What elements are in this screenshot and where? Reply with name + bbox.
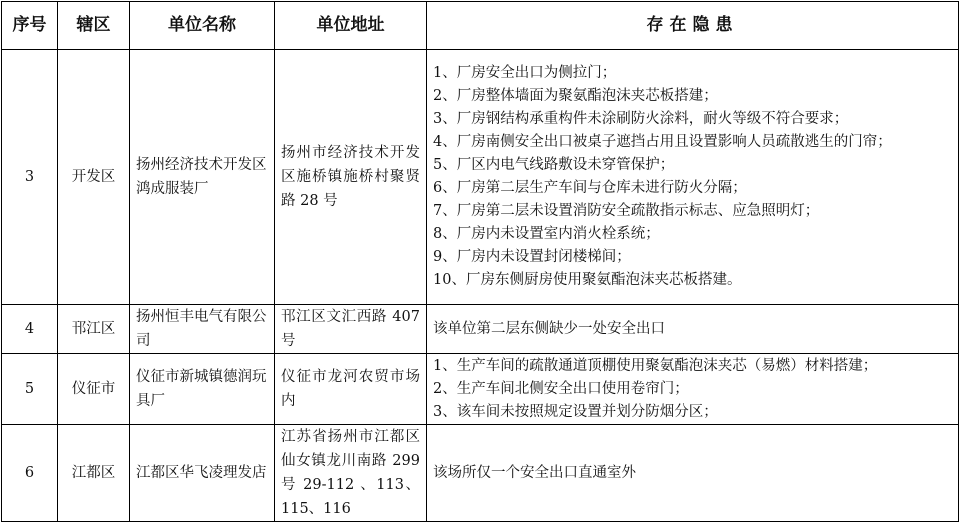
issue-item: 该单位第二层东侧缺少一处安全出口 bbox=[433, 320, 665, 337]
row-unit-name: 江都区华飞凌理发店 bbox=[130, 425, 275, 522]
row-num: 5 bbox=[2, 354, 58, 425]
row-district: 仪征市 bbox=[58, 354, 130, 425]
row-unit-name: 仪征市新城镇德润玩具厂 bbox=[130, 354, 275, 425]
issue-item: 10、厂房东侧厨房使用聚氨酯泡沫夹芯板搭建。 bbox=[433, 272, 742, 288]
table-row bbox=[2, 354, 959, 425]
row-unit-name: 扬州恒丰电气有限公司 bbox=[130, 305, 275, 354]
issue-item: 2、厂房整体墙面为聚氨酯泡沫夹芯板搭建； bbox=[433, 88, 718, 104]
row-address: 仪征市龙河农贸市场内 bbox=[275, 354, 427, 425]
row-num: 4 bbox=[2, 305, 58, 354]
row-issues bbox=[427, 425, 959, 522]
header-name: 单位名称 bbox=[130, 2, 275, 50]
issue-item: 7、厂房第二层未设置消防安全疏散指示标志、应急照明灯； bbox=[433, 203, 820, 219]
row-address: 江苏省扬州市江都区仙女镇龙川南路 299 号 29-112 、113、115、116 bbox=[275, 425, 427, 522]
issue-item: 2、生产车间北侧安全出口使用卷帘门； bbox=[433, 380, 689, 397]
row-num: 6 bbox=[2, 425, 58, 522]
row-num: 3 bbox=[2, 50, 58, 305]
table-row bbox=[2, 425, 959, 522]
header-issues: 存在隐患 bbox=[427, 2, 959, 50]
row-issues bbox=[427, 305, 959, 354]
issue-item: 6、厂房第二层生产车间与仓库未进行防火分隔； bbox=[433, 180, 747, 196]
issue-item: 9、厂房内未设置封闭楼梯间； bbox=[433, 249, 631, 265]
table-row bbox=[2, 305, 959, 354]
row-district: 江都区 bbox=[58, 425, 130, 522]
issue-item: 3、厂房钢结构承重构件未涂刷防火涂料，耐火等级不符合要求； bbox=[433, 111, 849, 127]
row-district: 开发区 bbox=[58, 50, 130, 305]
issue-item: 8、厂房内未设置室内消火栓系统； bbox=[433, 226, 660, 242]
issue-item: 4、厂房南侧安全出口被桌子遮挡占用且设置影响人员疏散逃生的门帘； bbox=[433, 134, 892, 150]
issue-item: 5、厂区内电气线路敷设未穿管保护； bbox=[433, 157, 675, 173]
row-issues bbox=[427, 50, 959, 305]
header-num: 序号 bbox=[2, 2, 58, 50]
header-row bbox=[2, 2, 959, 50]
issue-item: 该场所仅一个安全出口直通室外 bbox=[433, 464, 636, 481]
hazard-table bbox=[1, 1, 959, 522]
row-address: 扬州市经济技术开发区施桥镇施桥村聚贤路 28 号 bbox=[275, 50, 427, 305]
issue-item: 3、该车间未按照规定设置并划分防烟分区； bbox=[433, 403, 718, 420]
issue-item: 1、厂房安全出口为侧拉门； bbox=[433, 65, 617, 81]
row-address: 邗江区文汇西路 407 号 bbox=[275, 305, 427, 354]
row-issues bbox=[427, 354, 959, 425]
header-district: 辖区 bbox=[58, 2, 130, 50]
issue-item: 1、生产车间的疏散通道顶棚使用聚氨酯泡沫夹芯（易燃）材料搭建； bbox=[433, 357, 878, 374]
header-address: 单位地址 bbox=[275, 2, 427, 50]
row-district: 邗江区 bbox=[58, 305, 130, 354]
row-unit-name: 扬州经济技术开发区鸿成服装厂 bbox=[130, 50, 275, 305]
table-row bbox=[2, 50, 959, 305]
